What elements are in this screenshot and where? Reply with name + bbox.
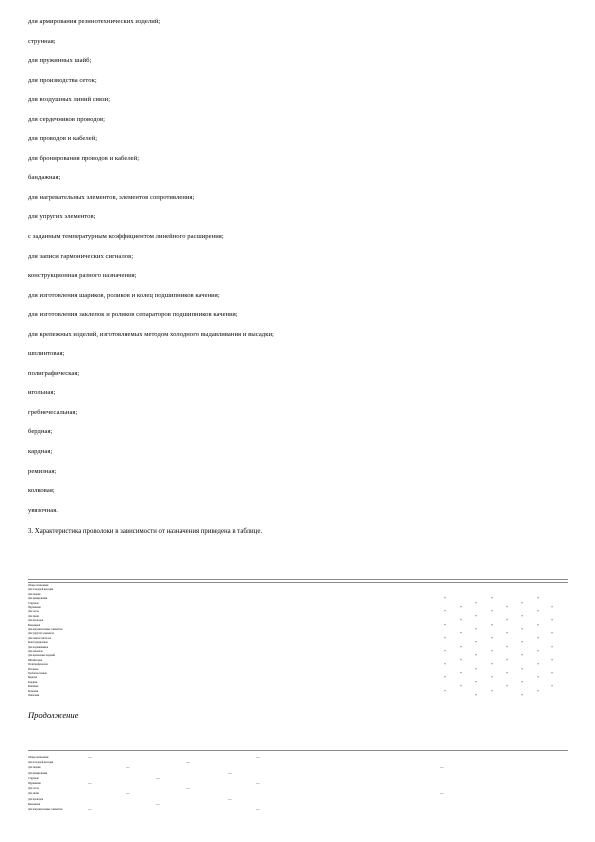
table-row-label: Ремизная (28, 685, 39, 689)
table-rule (28, 579, 568, 580)
table-dash: — (440, 765, 444, 770)
list-item: полиграфическая; (28, 369, 80, 377)
table-mark: + (475, 693, 478, 697)
table-mark: + (491, 622, 494, 627)
table-mark: + (444, 662, 447, 667)
table-dash: — (156, 801, 160, 806)
table-mark: + (537, 609, 540, 614)
table-row-label: Игольная (28, 667, 39, 671)
table-row-label: Для связи (28, 792, 39, 796)
table-mark: + (551, 605, 554, 609)
table-row-label: Бандажная (28, 802, 41, 806)
table-row-label: Для армирования (28, 771, 48, 775)
table-mark: + (475, 613, 478, 618)
table-mark: + (444, 675, 447, 680)
list-item: для изготовления шариков, роликов и колец подшипников качения; (28, 291, 220, 299)
table-dash: — (186, 760, 190, 765)
table-row-label: Для холодной высадки (28, 761, 54, 765)
table-mark: + (491, 688, 494, 693)
table-dash: — (228, 770, 232, 775)
table-mark: + (444, 688, 447, 693)
list-item: колковая; (28, 487, 55, 495)
table-mark: + (521, 613, 524, 618)
table-mark: + (537, 649, 540, 653)
table-mark: + (521, 653, 524, 658)
table-row-label: Гребнечесальная (28, 672, 47, 675)
table-mark: + (537, 662, 540, 667)
table-mark: + (444, 609, 447, 614)
table-mark: + (506, 631, 509, 636)
table-row-label: Бандажная (28, 623, 41, 627)
list-item: для нагревательных элементов, элементов сопротивления; (28, 193, 195, 201)
table-row-label: Конструкционная (28, 641, 48, 645)
table-row-label: Пружинная (28, 606, 41, 609)
table-row-label: Струнная (28, 601, 39, 605)
list-item: для производства сеток; (28, 76, 97, 84)
section-heading: 3. Характеристика проволоки в зависимости от назначения приведена в таблице. (28, 528, 263, 535)
table-mark: + (521, 666, 524, 671)
table-dash: — (256, 781, 260, 785)
table-mark: + (491, 609, 494, 614)
table-mark: + (444, 635, 447, 640)
table-row-label: Для проводов (28, 797, 44, 801)
list-item: конструкционная разного назначения; (28, 272, 137, 280)
table-row-label: Для нагревательных элементов (28, 808, 63, 811)
table-mark: + (506, 671, 509, 675)
table-mark: + (506, 605, 509, 609)
list-item: для крепежных изделий, изготовляемых методом холодного выдавливания и высадки; (28, 330, 274, 338)
list-item: для упругих элементов; (28, 213, 96, 221)
table-row-label: Колковая (28, 689, 39, 693)
table-dash: — (256, 755, 260, 759)
list-item: для записи гармонических сигналов; (28, 252, 134, 260)
list-item: шплинтовая; (28, 350, 65, 358)
table-dash: — (88, 781, 92, 785)
table-mark: + (521, 627, 524, 631)
table-row-label: Для сеток (28, 787, 39, 791)
table-dash: — (186, 786, 190, 791)
list-item: ремизная; (28, 467, 57, 475)
table-mark: + (506, 684, 509, 689)
table-mark: + (460, 684, 463, 689)
table-row-label: Для сварки (28, 766, 41, 770)
table-mark: + (460, 671, 463, 675)
table-mark: + (521, 600, 524, 605)
table-dash: — (156, 775, 160, 780)
table-mark: + (537, 596, 540, 601)
list-item: бердная; (28, 428, 53, 436)
list-item: с заданным температурным коэффициентом линейного расширения; (28, 233, 224, 241)
table-row-label: Для сварки (28, 592, 41, 596)
list-item: для армирования резинотехнических изделий; (28, 18, 161, 25)
list-item: бандажная; (28, 174, 61, 182)
list-item: для проводов и кабелей; (28, 135, 98, 143)
continuation-label: Продолжение (28, 710, 79, 720)
list-item: увязочная. (28, 506, 59, 514)
table-dash: — (88, 807, 92, 811)
list-item: для воздушных линий связи; (28, 96, 111, 104)
table-dash: — (440, 791, 444, 796)
table-mark: + (475, 600, 478, 605)
table-mark: + (475, 653, 478, 658)
table-mark: + (551, 671, 554, 675)
table-mark: + (551, 631, 554, 636)
table-dash: — (126, 791, 130, 796)
table-mark: + (444, 596, 447, 601)
table-row-label: Струнная (28, 776, 39, 780)
table-row-label: Для армирования (28, 597, 48, 601)
table-row-label: Пружинная (28, 782, 41, 785)
table-mark: + (491, 635, 494, 640)
table-row-label: Увязочная (28, 694, 40, 697)
wire-purpose-list (28, 12, 568, 520)
table-mark: + (506, 644, 509, 649)
table-row-label: Для крепежных изделий (28, 654, 55, 658)
table-row-label: Для заклепок (28, 650, 43, 653)
table-mark: + (475, 627, 478, 631)
table-row-label: Для связи (28, 614, 39, 618)
table-mark: + (460, 605, 463, 609)
list-item: гребнечесальная; (28, 408, 78, 416)
table-row-label: Для проводов (28, 619, 44, 623)
table-dash: — (256, 807, 260, 811)
table-row-label: Для холодной высадки (28, 588, 54, 592)
table-row-label: Для записи сигналов (28, 636, 51, 640)
table-mark: + (460, 644, 463, 649)
table-mark: + (475, 640, 478, 645)
table-mark: + (475, 679, 478, 684)
table-mark: + (551, 657, 554, 662)
characteristics-table-continued (28, 730, 568, 820)
table-row-label: Кардная (28, 680, 38, 684)
table-row-label: Общее назначение (28, 756, 49, 759)
list-item: струнная; (28, 37, 56, 45)
list-item: кардная; (28, 448, 53, 456)
table-mark: + (491, 649, 494, 653)
table-dash: — (88, 755, 92, 759)
table-mark: + (506, 618, 509, 623)
table-mark: + (537, 688, 540, 693)
table-mark: + (551, 618, 554, 623)
list-item: для пружинных шайб; (28, 57, 92, 65)
table-row-label: Бердная (28, 676, 37, 680)
table-rule (28, 750, 568, 751)
characteristics-table (28, 560, 568, 700)
table-mark: + (551, 684, 554, 689)
table-mark: + (551, 644, 554, 649)
table-mark: + (506, 657, 509, 662)
table-mark: + (491, 662, 494, 667)
table-row-label: Для сеток (28, 610, 39, 614)
table-mark: + (475, 666, 478, 671)
table-row-label: Общее назначение (28, 584, 49, 587)
table-mark: + (537, 622, 540, 627)
table-mark: + (537, 635, 540, 640)
table-row-label: Шплинтовая (28, 658, 43, 662)
table-mark: + (537, 675, 540, 680)
list-item: для сердечников проводов; (28, 115, 106, 123)
table-mark: + (444, 622, 447, 627)
table-mark: + (521, 693, 524, 697)
list-item: для бронирования проводов и кабелей; (28, 154, 140, 162)
table-mark: + (521, 679, 524, 684)
table-row-label: Для нагревательных элементов (28, 628, 63, 631)
table-dash: — (228, 796, 232, 801)
table-mark: + (521, 640, 524, 645)
table-mark: + (491, 596, 494, 601)
table-row-label: Для упругих элементов (28, 632, 54, 636)
table-mark: + (460, 657, 463, 662)
table-mark: + (444, 649, 447, 653)
table-mark: + (460, 618, 463, 623)
list-item: игольная; (28, 389, 56, 397)
table-rule (28, 582, 568, 583)
table-dash: — (126, 765, 130, 770)
table-row-label: Для подшипников (28, 645, 49, 649)
table-mark: + (491, 675, 494, 680)
table-row-label: Полиграфическая (28, 663, 48, 667)
list-item: для изготовления заклепок и роликов сепараторов подшипников качения; (28, 311, 238, 319)
table-mark: + (460, 631, 463, 636)
